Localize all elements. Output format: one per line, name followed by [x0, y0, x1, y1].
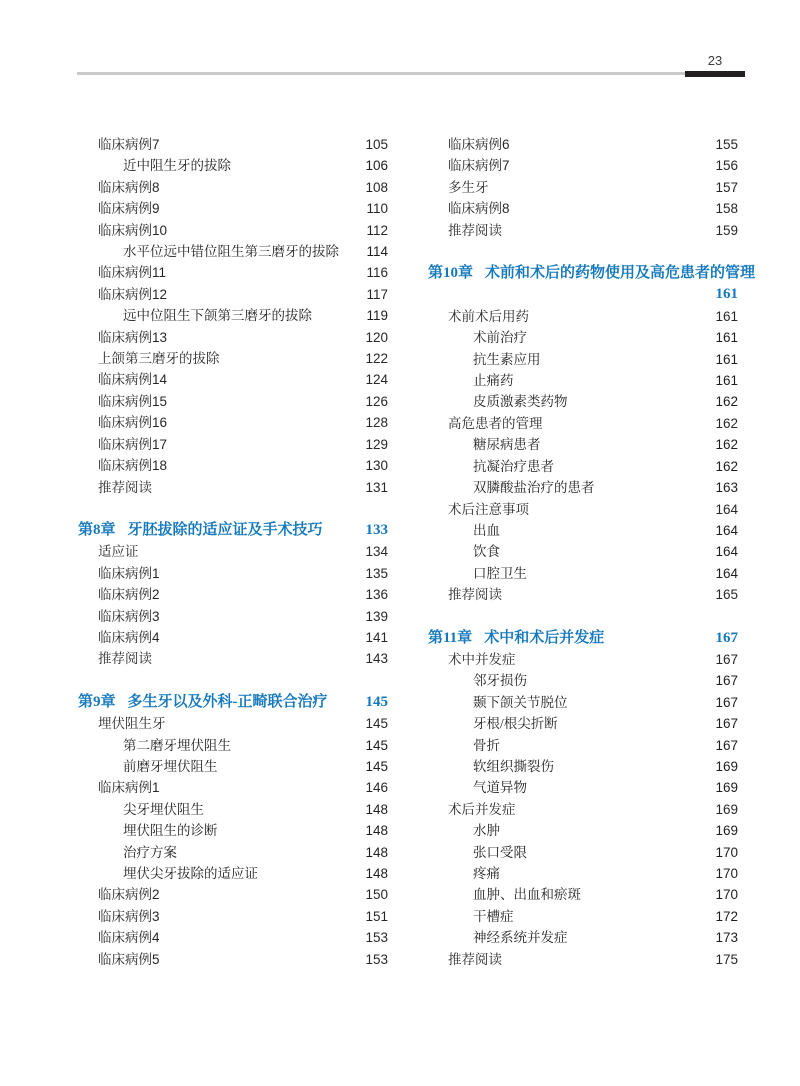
- toc-entry-label: 适应证: [98, 544, 139, 560]
- chapter-page-number: 133: [365, 521, 388, 538]
- toc-entry-page-number: 161: [715, 330, 738, 346]
- toc-entry-page-number: 170: [715, 844, 738, 860]
- chapter-number: 第10章: [428, 265, 474, 282]
- toc-entry-label: 临床病例3: [98, 608, 160, 624]
- toc-entry: [78, 584, 388, 605]
- chapter-number: 第8章: [78, 521, 116, 538]
- toc-entry: [428, 927, 738, 948]
- toc-entry: [428, 649, 738, 670]
- toc-entry-page-number: 167: [715, 694, 738, 710]
- toc-entry-page-number: 145: [365, 737, 388, 753]
- toc-entry-page-number: 117: [366, 286, 388, 302]
- toc-entry-label: 埋伏尖牙拔除的适应证: [123, 866, 258, 881]
- toc-entry: [78, 884, 388, 905]
- toc-entry-page-number: 131: [365, 479, 388, 495]
- toc-entry-label: 牙根/根尖折断: [473, 716, 558, 732]
- toc-entry: [428, 735, 738, 756]
- toc-entry-page-number: 151: [365, 908, 388, 924]
- toc-entry: [78, 541, 388, 562]
- toc-entry: [78, 563, 388, 584]
- toc-entry: [78, 241, 388, 262]
- toc-entry: [428, 584, 738, 605]
- toc-entry-page-number: 156: [715, 158, 738, 174]
- toc-entry-page-number: 162: [715, 415, 738, 431]
- toc-entry-page-number: 164: [715, 565, 738, 581]
- toc-entry-label: 推荐阅读: [448, 222, 502, 238]
- toc-entry: [428, 134, 738, 155]
- toc-column-left: [78, 134, 388, 970]
- toc-entry-label: 颞下颌关节脱位: [473, 694, 568, 710]
- toc-entry-page-number: 124: [365, 372, 388, 388]
- toc-entry: [428, 198, 738, 219]
- toc-entry-page-number: 172: [715, 908, 738, 924]
- toc-entry-label: 血肿、出血和瘀斑: [473, 887, 581, 903]
- toc-entry-label: 推荐阅读: [98, 479, 152, 495]
- toc-entry: [78, 777, 388, 798]
- toc-entry: [78, 906, 388, 927]
- toc-entry-page-number: 165: [715, 587, 738, 603]
- toc-entry-page-number: 122: [365, 351, 388, 367]
- toc-entry-label: 临床病例7: [98, 137, 160, 152]
- toc-entry-label: 临床病例14: [98, 372, 168, 388]
- toc-entry-page-number: 130: [365, 458, 388, 474]
- toc-entry-page-number: 106: [365, 158, 388, 174]
- toc-entry-page-number: 116: [366, 265, 388, 281]
- toc-entry: [78, 348, 388, 369]
- toc-entry-page-number: 143: [365, 651, 388, 667]
- toc-entry: [428, 777, 738, 798]
- toc-entry-label: 近中阻生牙的拔除: [123, 158, 231, 174]
- toc-entry: [428, 391, 738, 412]
- toc-entry-label: 第二磨牙埋伏阻生: [123, 737, 231, 753]
- chapter-heading: [428, 263, 756, 306]
- toc-entry: [78, 369, 388, 390]
- toc-entry: [428, 349, 738, 370]
- toc-entry: [428, 563, 738, 584]
- toc-entry-label: 疼痛: [473, 866, 500, 881]
- toc-entry: [78, 756, 388, 777]
- toc-entry-page-number: 155: [715, 137, 738, 152]
- toc-entry: [78, 949, 388, 970]
- toc-entry: [78, 284, 388, 305]
- toc-entry: [428, 670, 738, 691]
- toc-entry-label: 糖尿病患者: [473, 437, 541, 453]
- chapter-title: 术中和术后并发症: [484, 629, 605, 646]
- toc-entry: [428, 884, 738, 905]
- toc-entry-label: 双膦酸盐治疗的患者: [473, 480, 595, 496]
- toc-entry-label: 临床病例4: [98, 629, 160, 645]
- toc-entry-page-number: 119: [366, 308, 388, 324]
- toc-entry-page-number: 110: [366, 201, 388, 217]
- toc-entry: [78, 412, 388, 433]
- toc-entry-page-number: 169: [715, 758, 738, 774]
- toc-entry: [428, 756, 738, 777]
- toc-entry-page-number: 148: [365, 823, 388, 839]
- toc-entry-label: 临床病例10: [98, 222, 168, 238]
- toc-entry-page-number: 114: [366, 244, 388, 260]
- toc-entry-label: 临床病例16: [98, 415, 168, 431]
- toc-entry: [428, 155, 738, 176]
- toc-entry: [78, 648, 388, 669]
- toc-entry-label: 临床病例5: [98, 951, 160, 967]
- chapter-page-number: 167: [715, 629, 738, 646]
- toc-entry-page-number: 141: [365, 629, 388, 645]
- chapter-heading: [78, 692, 388, 713]
- toc-entry-label: 骨折: [473, 737, 500, 753]
- toc-entry-label: 抗凝治疗患者: [473, 458, 554, 474]
- toc-entry-label: 高危患者的管理: [448, 415, 543, 431]
- toc-entry: [428, 177, 738, 198]
- toc-entry-page-number: 159: [715, 222, 738, 238]
- toc-entry-label: 临床病例7: [448, 158, 510, 174]
- toc-entry-page-number: 167: [715, 673, 738, 689]
- toc-entry-label: 临床病例13: [98, 329, 168, 345]
- toc-entry: [78, 606, 388, 627]
- toc-entry-page-number: 175: [715, 951, 738, 967]
- toc-entry: [428, 906, 738, 927]
- toc-entry-page-number: 164: [715, 501, 738, 517]
- toc-entry-label: 抗生素应用: [473, 351, 541, 367]
- toc-entry: [78, 305, 388, 326]
- toc-entry: [428, 949, 738, 970]
- toc-entry-label: 上颌第三磨牙的拔除: [98, 351, 220, 367]
- chapter-title: 牙胚拔除的适应证及手术技巧: [127, 521, 323, 538]
- toc-entry-page-number: 108: [365, 179, 388, 195]
- chapter-label: [78, 692, 328, 713]
- toc-entry-label: 临床病例2: [98, 587, 160, 603]
- toc-entry: [78, 863, 388, 884]
- chapter-page-number: 145: [365, 693, 388, 710]
- chapter-number: 第11章: [428, 629, 473, 646]
- toc-entry-label: 治疗方案: [123, 844, 177, 860]
- toc-entry-label: 临床病例8: [448, 201, 510, 217]
- toc-entry: [78, 713, 388, 734]
- toc-entry-label: 推荐阅读: [448, 587, 502, 603]
- toc-entry-label: 尖牙埋伏阻生: [123, 801, 204, 817]
- toc-entry-page-number: 164: [715, 522, 738, 538]
- toc-entry-page-number: 167: [715, 651, 738, 667]
- toc-entry-page-number: 161: [715, 351, 738, 367]
- toc-entry-label: 临床病例1: [98, 780, 160, 796]
- toc-entry-page-number: 148: [365, 866, 388, 881]
- toc-entry-label: 临床病例11: [98, 265, 167, 281]
- toc-entry-label: 口腔卫生: [473, 565, 527, 581]
- chapter-heading: [428, 628, 738, 649]
- toc-entry-page-number: 161: [715, 308, 738, 324]
- toc-entry-label: 推荐阅读: [448, 951, 502, 967]
- toc-entry-label: 临床病例12: [98, 286, 168, 302]
- toc-entry-page-number: 158: [715, 201, 738, 217]
- toc-entry-page-number: 148: [365, 844, 388, 860]
- toc-entry-page-number: 145: [365, 758, 388, 774]
- toc-entry: [428, 456, 738, 477]
- toc-entry-page-number: 167: [715, 737, 738, 753]
- toc-entry-page-number: 128: [365, 415, 388, 431]
- toc-entry-label: 多生牙: [448, 179, 489, 195]
- toc-entry-page-number: 163: [715, 480, 738, 496]
- toc-entry-label: 气道异物: [473, 780, 527, 796]
- toc-entry-label: 临床病例9: [98, 201, 160, 217]
- toc-entry: [428, 863, 738, 884]
- toc-entry: [78, 434, 388, 455]
- toc-entry: [428, 499, 738, 520]
- chapter-label: [78, 520, 323, 541]
- toc-entry: [428, 820, 738, 841]
- toc-entry: [428, 541, 738, 562]
- toc-entry: [428, 520, 738, 541]
- page-number: 23: [707, 53, 723, 68]
- toc-entry: [78, 198, 388, 219]
- toc-entry-label: 临床病例6: [448, 137, 510, 152]
- toc-entry-label: 皮质激素类药物: [473, 394, 568, 410]
- toc-entry-label: 临床病例2: [98, 887, 160, 903]
- toc-entry: [428, 713, 738, 734]
- toc-entry-page-number: 161: [715, 373, 738, 389]
- toc-entry: [78, 155, 388, 176]
- toc-entry-label: 临床病例18: [98, 458, 168, 474]
- toc-entry-page-number: 153: [365, 930, 388, 946]
- toc-entry-page-number: 134: [365, 544, 388, 560]
- toc-entry-label: 邻牙损伤: [473, 673, 527, 689]
- toc-entry-label: 张口受限: [473, 844, 527, 860]
- toc-entry: [428, 413, 738, 434]
- chapter-label: [428, 628, 604, 649]
- toc-entry-label: 埋伏阻生牙: [98, 716, 166, 732]
- toc-entry: [78, 391, 388, 412]
- toc-entry-label: 临床病例4: [98, 930, 160, 946]
- toc-entry: [78, 820, 388, 841]
- toc-entry: [78, 220, 388, 241]
- toc-entry: [428, 799, 738, 820]
- toc-entry-page-number: 139: [365, 608, 388, 624]
- toc-entry-label: 临床病例1: [98, 565, 160, 581]
- toc-entry: [428, 306, 738, 327]
- toc-entry-page-number: 170: [715, 887, 738, 903]
- toc-entry: [428, 692, 738, 713]
- toc-entry-label: 神经系统并发症: [473, 930, 568, 946]
- header-rule-gray: [77, 72, 685, 75]
- toc-entry-page-number: 170: [715, 866, 738, 881]
- toc-entry-page-number: 169: [715, 780, 738, 796]
- chapter-title: 术前和术后的药物使用及高危患者的管理: [485, 265, 756, 282]
- toc-entry: [78, 735, 388, 756]
- toc-entry-label: 前磨牙埋伏阻生: [123, 758, 218, 774]
- toc-entry-label: 临床病例3: [98, 908, 160, 924]
- toc-entry: [428, 370, 738, 391]
- toc-entry: [78, 134, 388, 155]
- chapter-number: 第9章: [78, 693, 116, 710]
- toc-entry-label: 临床病例17: [98, 436, 168, 452]
- toc-entry-page-number: 120: [365, 329, 388, 345]
- toc-entry: [78, 842, 388, 863]
- toc-entry: [78, 927, 388, 948]
- chapter-label: [428, 263, 756, 284]
- toc-entry-page-number: 173: [715, 930, 738, 946]
- toc-entry: [428, 327, 738, 348]
- chapter-heading: [78, 520, 388, 541]
- toc-entry-label: 饮食: [473, 544, 500, 560]
- toc-entry-page-number: 112: [366, 222, 388, 238]
- toc-entry-label: 远中位阻生下颌第三磨牙的拔除: [123, 308, 312, 324]
- toc-entry-page-number: 129: [365, 436, 388, 452]
- toc-entry-page-number: 145: [365, 716, 388, 732]
- toc-entry-label: 临床病例15: [98, 393, 168, 409]
- toc-entry-label: 出血: [473, 522, 500, 538]
- chapter-title: 多生牙以及外科-正畸联合治疗: [127, 693, 328, 710]
- toc-entry: [78, 477, 388, 498]
- toc-column-right: [428, 134, 756, 970]
- toc-entry-label: 水肿: [473, 823, 500, 839]
- toc-columns: [78, 134, 756, 970]
- toc-entry-label: 推荐阅读: [98, 651, 152, 667]
- toc-entry-label: 干槽症: [473, 908, 514, 924]
- toc-entry: [78, 327, 388, 348]
- toc-entry-label: 止痛药: [473, 373, 514, 389]
- toc-entry-page-number: 169: [715, 823, 738, 839]
- toc-entry-page-number: 164: [715, 544, 738, 560]
- toc-entry: [78, 455, 388, 476]
- toc-entry-label: 埋伏阻生的诊断: [123, 823, 218, 839]
- toc-entry-label: 临床病例8: [98, 179, 160, 195]
- toc-entry: [78, 627, 388, 648]
- toc-entry-page-number: 105: [365, 137, 388, 152]
- toc-entry-page-number: 167: [715, 716, 738, 732]
- toc-entry-page-number: 136: [365, 587, 388, 603]
- toc-entry: [78, 262, 388, 283]
- toc-entry: [78, 177, 388, 198]
- toc-entry: [428, 220, 738, 241]
- toc-entry-label: 术前治疗: [473, 330, 527, 346]
- toc-entry-page-number: 148: [365, 801, 388, 817]
- toc-entry: [428, 434, 738, 455]
- chapter-page-number: 161: [715, 286, 738, 303]
- toc-entry-page-number: 150: [365, 887, 388, 903]
- toc-entry-label: 术后注意事项: [448, 501, 529, 517]
- toc-entry-label: 水平位远中错位阻生第三磨牙的拔除: [123, 244, 339, 260]
- toc-entry-page-number: 162: [715, 437, 738, 453]
- toc-entry: [428, 842, 738, 863]
- toc-entry-label: 术后并发症: [448, 801, 516, 817]
- toc-entry-page-number: 153: [365, 951, 388, 967]
- toc-entry-page-number: 162: [715, 458, 738, 474]
- toc-entry-page-number: 126: [365, 393, 388, 409]
- toc-entry-page-number: 146: [365, 780, 388, 796]
- toc-entry-page-number: 135: [365, 565, 388, 581]
- toc-entry-page-number: 157: [715, 179, 738, 195]
- toc-entry-label: 软组织撕裂伤: [473, 758, 554, 774]
- toc-entry-label: 术中并发症: [448, 651, 516, 667]
- toc-entry-page-number: 169: [715, 801, 738, 817]
- toc-entry-page-number: 162: [715, 394, 738, 410]
- toc-entry: [428, 477, 738, 498]
- toc-entry: [78, 799, 388, 820]
- toc-entry-label: 术前术后用药: [448, 308, 529, 324]
- header-rule-black: [685, 71, 745, 77]
